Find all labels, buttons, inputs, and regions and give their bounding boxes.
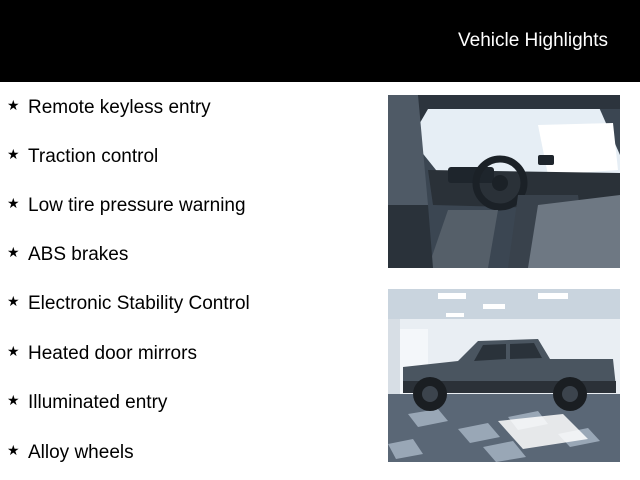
interior-photo xyxy=(388,95,620,268)
feature-item xyxy=(7,391,167,415)
feature-label: Traction control xyxy=(28,146,159,167)
feature-item xyxy=(7,145,158,169)
feature-item xyxy=(7,96,211,120)
feature-item xyxy=(7,441,134,465)
star-icon: ★ xyxy=(7,97,20,113)
header-bar xyxy=(0,0,640,82)
star-icon: ★ xyxy=(7,343,20,359)
page-title: Vehicle Highlights xyxy=(458,30,608,51)
star-icon: ★ xyxy=(7,195,20,211)
feature-label: Heated door mirrors xyxy=(28,343,197,364)
star-icon: ★ xyxy=(7,146,20,162)
feature-label: Alloy wheels xyxy=(28,442,134,463)
exterior-photo-illustration xyxy=(388,289,620,462)
feature-label: ABS brakes xyxy=(28,244,129,265)
star-icon: ★ xyxy=(7,392,20,408)
star-icon: ★ xyxy=(7,293,20,309)
star-icon: ★ xyxy=(7,442,20,458)
feature-label: Remote keyless entry xyxy=(28,97,211,118)
feature-item xyxy=(7,194,246,218)
interior-photo-illustration xyxy=(388,95,620,268)
feature-label: Low tire pressure warning xyxy=(28,195,246,216)
star-icon: ★ xyxy=(7,244,20,260)
feature-item xyxy=(7,342,197,366)
feature-item xyxy=(7,243,128,267)
feature-label: Electronic Stability Control xyxy=(28,293,250,314)
feature-item xyxy=(7,292,250,316)
feature-label: Illuminated entry xyxy=(28,392,168,413)
exterior-photo xyxy=(388,289,620,462)
